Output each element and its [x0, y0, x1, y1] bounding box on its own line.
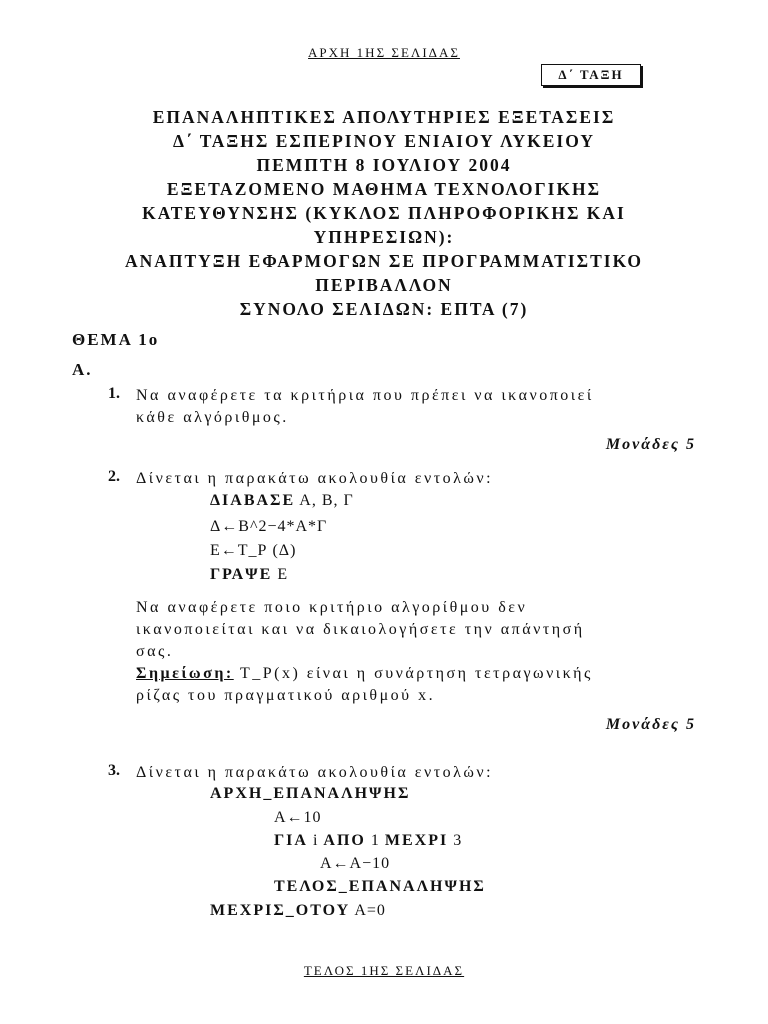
code-args: Α, Β, Γ — [295, 492, 354, 509]
title-line: ΠΕΜΠΤΗ 8 ΙΟΥΛΙΟΥ 2004 — [256, 155, 512, 175]
q2-text-line: σας. — [136, 643, 174, 660]
q3-intro: Δίνεται η παρακάτω ακολουθία εντολών: — [136, 764, 494, 781]
code-line: Α←Α−10 — [320, 855, 391, 872]
q2-text-line: Να αναφέρετε ποιο κριτήριο αλγορίθμου δεν — [136, 599, 528, 616]
question-number: 3. — [108, 762, 120, 779]
page-footer: ΤΕΛΟΣ 1ΗΣ ΣΕΛΙΔΑΣ — [303, 963, 465, 978]
q2-intro: Δίνεται η παρακάτω ακολουθία εντολών: — [136, 470, 494, 487]
title-line: ΑΝΑΠΤΥΞΗ ΕΦΑΡΜΟΓΩΝ ΣΕ ΠΡΟΓΡΑΜΜΑΤΙΣΤΙΚΟ — [124, 251, 644, 271]
code-var: i — [307, 832, 324, 849]
code-line — [210, 492, 354, 510]
theme-heading: ΘΕΜΑ 1ο — [72, 330, 160, 349]
code-keyword: ΜΕΧΡΙ — [384, 832, 449, 849]
class-badge: Δ΄ ΤΑΞΗ — [541, 64, 641, 86]
title-line: ΠΕΡΙΒΑΛΛΟΝ — [315, 275, 453, 295]
exam-title — [60, 105, 708, 321]
q2-text-line: ικανοποιείται και να δικαιολογήσετε την απάντησή — [136, 621, 585, 638]
code-line: Α←10 — [274, 809, 322, 826]
page-header: ΑΡΧΗ 1ΗΣ ΣΕΛΙΔΑΣ — [308, 45, 460, 60]
question-number: 1. — [108, 385, 120, 402]
q1-text-line: κάθε αλγόριθμος. — [136, 409, 289, 426]
marks-label: Μονάδες 5 — [605, 716, 696, 733]
code-line: Δ←Β^2−4*Α*Γ — [210, 518, 328, 535]
code-args: Α=0 — [350, 902, 386, 919]
code-value: 1 — [365, 832, 385, 849]
q2-note-line — [136, 663, 696, 685]
q1-text-line: Να αναφέρετε τα κριτήρια που πρέπει να ικανοποιεί — [136, 387, 594, 404]
note-text: Τ_Ρ(x) είναι η συνάρτηση τετραγωνικής — [233, 665, 593, 682]
code-line: Ε←Τ_Ρ (Δ) — [210, 542, 297, 559]
title-line: ΣΥΝΟΛΟ ΣΕΛΙΔΩΝ: ΕΠΤΑ (7) — [239, 299, 529, 319]
marks-label: Μονάδες 5 — [605, 436, 696, 453]
title-line: Δ΄ ΤΑΞΗΣ ΕΣΠΕΡΙΝΟΥ ΕΝΙΑΙΟΥ ΛΥΚΕΙΟΥ — [172, 131, 596, 151]
code-args: Ε — [272, 566, 289, 583]
code-keyword: ΜΕΧΡΙΣ_ΟΤΟΥ — [210, 902, 351, 919]
code-line — [210, 566, 288, 584]
code-keyword: ΑΠΟ — [323, 832, 366, 849]
code-line: ΑΡΧΗ_ΕΠΑΝΑΛΗΨΗΣ — [210, 785, 411, 802]
title-line: ΕΠΑΝΑΛΗΠΤΙΚΕΣ ΑΠΟΛΥΤΗΡΙΕΣ ΕΞΕΤΑΣΕΙΣ — [152, 107, 616, 127]
code-line — [274, 832, 462, 850]
q2-note-line: ρίζας του πραγματικού αριθμού x. — [136, 687, 436, 704]
code-keyword: ΔΙΑΒΑΣΕ — [210, 492, 296, 509]
title-line: ΕΞΕΤΑΖΟΜΕΝΟ ΜΑΘΗΜΑ ΤΕΧΝΟΛΟΓΙΚΗΣ — [166, 179, 602, 199]
code-line — [210, 902, 386, 920]
question-number: 2. — [108, 468, 120, 485]
note-label: Σημείωση: — [136, 665, 234, 682]
part-heading: Α. — [72, 360, 93, 379]
code-keyword: ΓΙΑ — [274, 832, 308, 849]
code-keyword: ΓΡΑΨΕ — [210, 566, 273, 583]
title-line: ΚΑΤΕΥΘΥΝΣΗΣ (ΚΥΚΛΟΣ ΠΛΗΡΟΦΟΡΙΚΗΣ ΚΑΙ — [142, 203, 626, 223]
title-line: ΥΠΗΡΕΣΙΩΝ): — [313, 227, 455, 247]
code-value: 3 — [448, 832, 463, 849]
code-line: ΤΕΛΟΣ_ΕΠΑΝΑΛΗΨΗΣ — [274, 878, 486, 895]
